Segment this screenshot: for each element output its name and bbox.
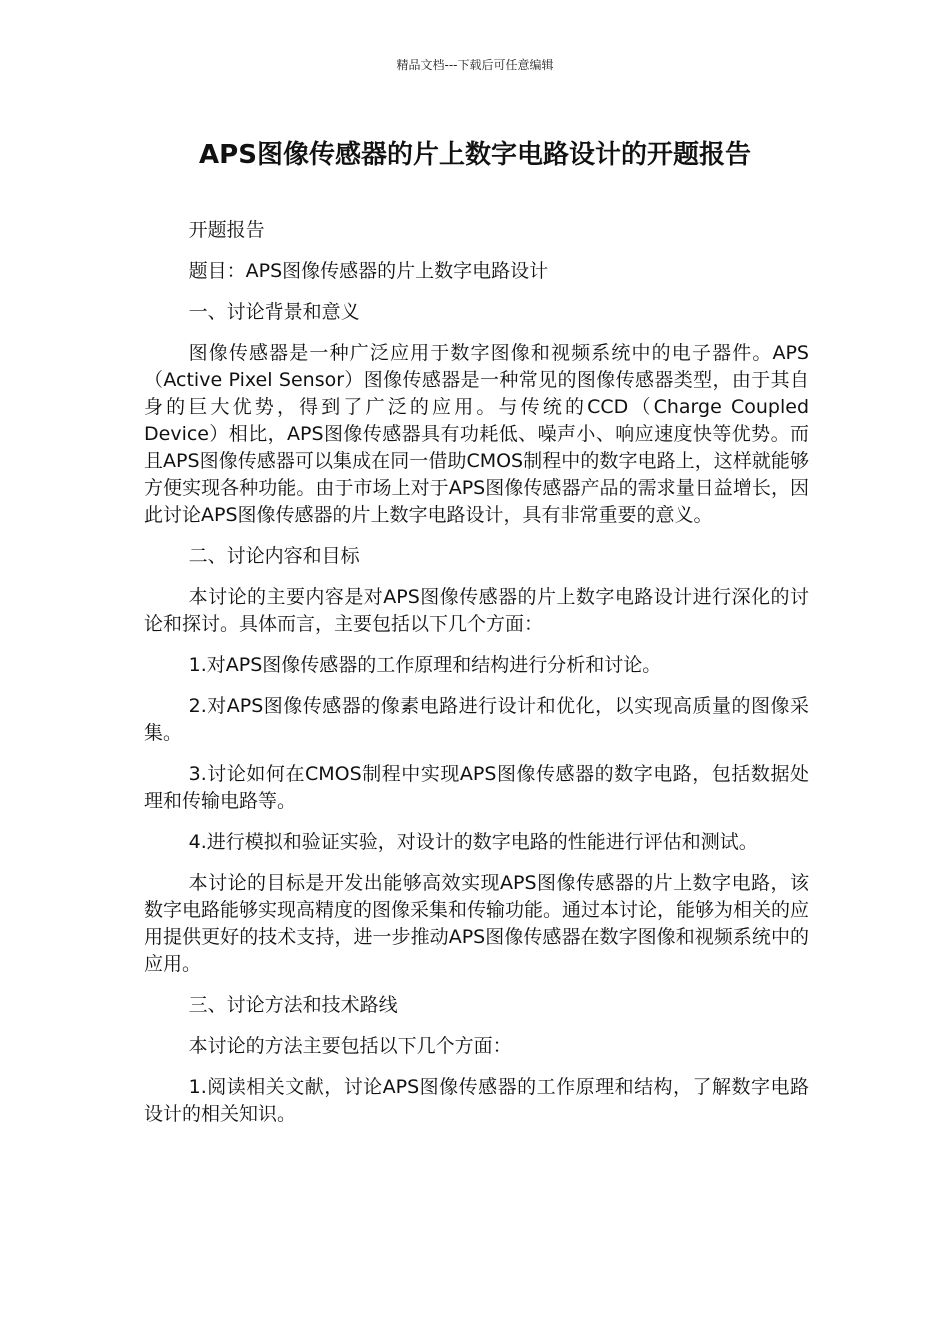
section-heading-background: 一、讨论背景和意义: [188, 301, 360, 323]
list-item-content-2: 2.对APS图像传感器的像素电路进行设计和优化，以实现高质量的图像采集。: [144, 695, 809, 744]
paragraph-content-intro: 本讨论的主要内容是对APS图像传感器的片上数字电路设计进行深化的讨论和探讨。具体而言，主要包括以下几个方面：: [144, 586, 809, 635]
page-header-watermark: 精品文档---下载后可任意编辑: [396, 58, 554, 72]
paragraph-background: 图像传感器是一种广泛应用于数字图像和视频系统中的电子器件。APS（Active Pixel Sensor）图像传感器是一种常见的图像传感器类型，由于其自身的巨大优势，得到了广泛的应用。与传统的CCD（Charge Coupled Device）相比，APS图像传感器具有功耗低、噪声小、响应速度快等优势。而且APS图像传感器可以集成在同一借助CMOS制程中的数字电路上，这样就能够方便实现各种功能。由于市场上对于APS图像传感器产品的需求量日益增长，因此讨论APS图像传感器的片上数字电路设计，具有非常重要的意义。: [144, 342, 809, 526]
list-item-method-1: 1.阅读相关文献，讨论APS图像传感器的工作原理和结构，了解数字电路设计的相关知识。: [144, 1076, 809, 1125]
section-heading-methods: 三、讨论方法和技术路线: [188, 994, 398, 1016]
paragraph-methods-intro: 本讨论的方法主要包括以下几个方面：: [188, 1035, 512, 1057]
paragraph-goals: 本讨论的目标是开发出能够高效实现APS图像传感器的片上数字电路，该数字电路能够实现高精度的图像采集和传输功能。通过本讨论，能够为相关的应用提供更好的技术支持，进一步推动APS图像传感器在数字图像和视频系统中的应用。: [144, 872, 810, 975]
document-title: APS图像传感器的片上数字电路设计的开题报告: [199, 140, 751, 170]
document-body: [144, 217, 809, 1142]
paragraph-report-label: 开题报告: [188, 219, 265, 241]
paragraph-topic: 题目：APS图像传感器的片上数字电路设计: [188, 260, 549, 282]
section-heading-content-goals: 二、讨论内容和目标: [188, 545, 360, 567]
list-item-content-3: 3.讨论如何在CMOS制程中实现APS图像传感器的数字电路，包括数据处理和传输电路等。: [144, 763, 809, 812]
list-item-content-1: 1.对APS图像传感器的工作原理和结构进行分析和讨论。: [188, 654, 662, 676]
list-item-content-4: 4.进行模拟和验证实验，对设计的数字电路的性能进行评估和测试。: [188, 831, 758, 853]
